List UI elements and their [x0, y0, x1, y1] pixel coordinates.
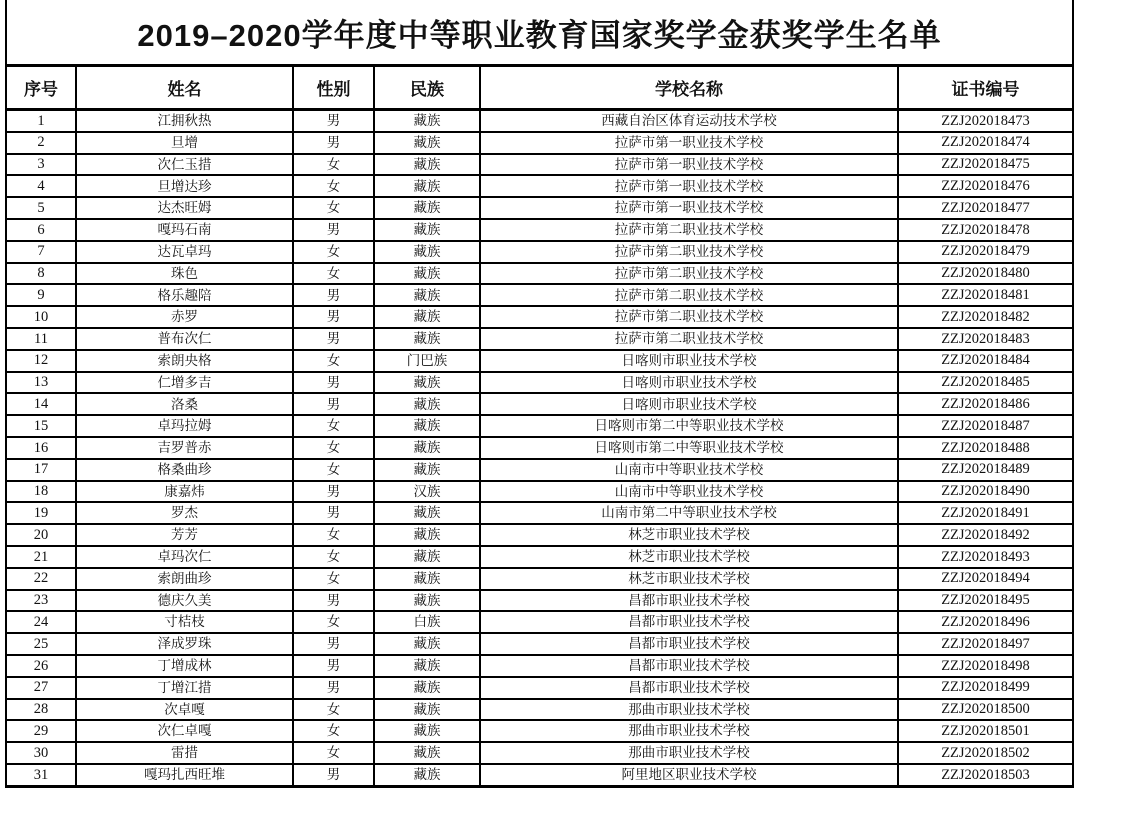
cell-school: 林芝市职业技术学校: [480, 524, 898, 546]
cell-gender: 女: [293, 568, 374, 590]
cell-ethnicity: 藏族: [374, 306, 480, 328]
cell-ethnicity: 藏族: [374, 633, 480, 655]
cell-school: 拉萨市第一职业技术学校: [480, 132, 898, 154]
cell-school: 拉萨市第二职业技术学校: [480, 219, 898, 241]
table-row: [6, 590, 1073, 612]
table-row: [6, 284, 1073, 306]
table-row: [6, 524, 1073, 546]
cell-name: 嘎玛石南: [76, 219, 293, 241]
table-row: [6, 110, 1073, 132]
cell-certificate: ZZJ202018492: [898, 524, 1073, 546]
cell-school: 山南市中等职业技术学校: [480, 459, 898, 481]
table-row: [6, 742, 1073, 764]
cell-certificate: ZZJ202018479: [898, 241, 1073, 263]
cell-gender: 男: [293, 764, 374, 786]
cell-index: 29: [6, 720, 76, 742]
cell-gender: 女: [293, 350, 374, 372]
cell-certificate: ZZJ202018497: [898, 633, 1073, 655]
cell-index: 31: [6, 764, 76, 786]
cell-index: 30: [6, 742, 76, 764]
cell-school: 日喀则市职业技术学校: [480, 393, 898, 415]
scholarship-table: [5, 0, 1074, 788]
table-header-row: [6, 66, 1073, 110]
cell-school: 昌都市职业技术学校: [480, 611, 898, 633]
cell-ethnicity: 藏族: [374, 459, 480, 481]
table-row: [6, 219, 1073, 241]
cell-gender: 女: [293, 459, 374, 481]
cell-name: 仁增多吉: [76, 372, 293, 394]
table-row: [6, 197, 1073, 219]
cell-index: 3: [6, 154, 76, 176]
table-row: [6, 546, 1073, 568]
cell-ethnicity: 藏族: [374, 546, 480, 568]
cell-school: 拉萨市第一职业技术学校: [480, 197, 898, 219]
cell-gender: 男: [293, 372, 374, 394]
cell-index: 16: [6, 437, 76, 459]
table-row: [6, 437, 1073, 459]
cell-index: 23: [6, 590, 76, 612]
cell-index: 24: [6, 611, 76, 633]
cell-name: 卓玛拉姆: [76, 415, 293, 437]
cell-index: 28: [6, 699, 76, 721]
cell-index: 25: [6, 633, 76, 655]
cell-school: 拉萨市第二职业技术学校: [480, 328, 898, 350]
cell-ethnicity: 藏族: [374, 720, 480, 742]
cell-name: 洛桑: [76, 393, 293, 415]
cell-ethnicity: 藏族: [374, 524, 480, 546]
cell-school: 拉萨市第二职业技术学校: [480, 306, 898, 328]
cell-name: 索朗央格: [76, 350, 293, 372]
cell-gender: 男: [293, 219, 374, 241]
cell-certificate: ZZJ202018473: [898, 110, 1073, 132]
cell-index: 15: [6, 415, 76, 437]
cell-certificate: ZZJ202018478: [898, 219, 1073, 241]
page-title: 2019–2020学年度中等职业教育国家奖学金获奖学生名单: [6, 0, 1073, 66]
cell-school: 山南市第二中等职业技术学校: [480, 502, 898, 524]
table-row: [6, 720, 1073, 742]
cell-name: 丁增江措: [76, 677, 293, 699]
cell-certificate: ZZJ202018477: [898, 197, 1073, 219]
cell-certificate: ZZJ202018499: [898, 677, 1073, 699]
cell-gender: 女: [293, 154, 374, 176]
cell-gender: 男: [293, 502, 374, 524]
cell-name: 次仁玉措: [76, 154, 293, 176]
table-row: [6, 611, 1073, 633]
cell-name: 丁增成林: [76, 655, 293, 677]
cell-gender: 男: [293, 633, 374, 655]
cell-index: 19: [6, 502, 76, 524]
table-row: [6, 393, 1073, 415]
col-header-certificate: 证书编号: [898, 66, 1073, 110]
table-row: [6, 350, 1073, 372]
cell-name: 格桑曲珍: [76, 459, 293, 481]
cell-index: 8: [6, 263, 76, 285]
cell-gender: 男: [293, 590, 374, 612]
cell-gender: 男: [293, 110, 374, 132]
col-header-ethnicity: 民族: [374, 66, 480, 110]
table-row: [6, 132, 1073, 154]
cell-certificate: ZZJ202018493: [898, 546, 1073, 568]
cell-gender: 男: [293, 393, 374, 415]
cell-index: 22: [6, 568, 76, 590]
cell-index: 5: [6, 197, 76, 219]
cell-ethnicity: 藏族: [374, 219, 480, 241]
cell-certificate: ZZJ202018489: [898, 459, 1073, 481]
cell-certificate: ZZJ202018484: [898, 350, 1073, 372]
cell-certificate: ZZJ202018491: [898, 502, 1073, 524]
cell-gender: 女: [293, 415, 374, 437]
table-row: [6, 154, 1073, 176]
table-row: [6, 459, 1073, 481]
cell-ethnicity: 藏族: [374, 154, 480, 176]
cell-index: 26: [6, 655, 76, 677]
table-row: [6, 372, 1073, 394]
cell-school: 日喀则市第二中等职业技术学校: [480, 437, 898, 459]
cell-ethnicity: 白族: [374, 611, 480, 633]
cell-index: 1: [6, 110, 76, 132]
title-row: [6, 0, 1073, 66]
cell-ethnicity: 藏族: [374, 175, 480, 197]
cell-gender: 女: [293, 263, 374, 285]
cell-ethnicity: 藏族: [374, 742, 480, 764]
cell-school: 拉萨市第一职业技术学校: [480, 175, 898, 197]
cell-ethnicity: 藏族: [374, 437, 480, 459]
cell-school: 西藏自治区体育运动技术学校: [480, 110, 898, 132]
cell-certificate: ZZJ202018487: [898, 415, 1073, 437]
cell-ethnicity: 藏族: [374, 263, 480, 285]
cell-index: 27: [6, 677, 76, 699]
cell-certificate: ZZJ202018490: [898, 481, 1073, 503]
cell-gender: 女: [293, 611, 374, 633]
cell-name: 旦增达珍: [76, 175, 293, 197]
cell-certificate: ZZJ202018500: [898, 699, 1073, 721]
cell-name: 康嘉炜: [76, 481, 293, 503]
cell-certificate: ZZJ202018485: [898, 372, 1073, 394]
cell-index: 4: [6, 175, 76, 197]
cell-index: 2: [6, 132, 76, 154]
cell-ethnicity: 藏族: [374, 372, 480, 394]
cell-school: 阿里地区职业技术学校: [480, 764, 898, 786]
cell-school: 日喀则市第二中等职业技术学校: [480, 415, 898, 437]
cell-name: 赤罗: [76, 306, 293, 328]
cell-gender: 女: [293, 175, 374, 197]
cell-school: 昌都市职业技术学校: [480, 633, 898, 655]
cell-name: 卓玛次仁: [76, 546, 293, 568]
cell-school: 那曲市职业技术学校: [480, 742, 898, 764]
cell-school: 拉萨市第一职业技术学校: [480, 154, 898, 176]
cell-name: 普布次仁: [76, 328, 293, 350]
cell-ethnicity: 藏族: [374, 502, 480, 524]
cell-name: 次仁卓嘎: [76, 720, 293, 742]
table-row: [6, 677, 1073, 699]
table-row: [6, 568, 1073, 590]
cell-name: 珠色: [76, 263, 293, 285]
cell-index: 11: [6, 328, 76, 350]
cell-name: 罗杰: [76, 502, 293, 524]
cell-school: 昌都市职业技术学校: [480, 590, 898, 612]
cell-index: 17: [6, 459, 76, 481]
cell-certificate: ZZJ202018495: [898, 590, 1073, 612]
table-row: [6, 699, 1073, 721]
cell-gender: 女: [293, 699, 374, 721]
cell-ethnicity: 藏族: [374, 241, 480, 263]
cell-ethnicity: 藏族: [374, 415, 480, 437]
cell-name: 泽成罗珠: [76, 633, 293, 655]
cell-gender: 男: [293, 655, 374, 677]
cell-index: 10: [6, 306, 76, 328]
table-row: [6, 481, 1073, 503]
cell-certificate: ZZJ202018501: [898, 720, 1073, 742]
cell-certificate: ZZJ202018480: [898, 263, 1073, 285]
cell-gender: 男: [293, 306, 374, 328]
table-row: [6, 633, 1073, 655]
cell-ethnicity: 藏族: [374, 328, 480, 350]
cell-gender: 女: [293, 524, 374, 546]
cell-index: 21: [6, 546, 76, 568]
cell-certificate: ZZJ202018498: [898, 655, 1073, 677]
cell-certificate: ZZJ202018483: [898, 328, 1073, 350]
cell-ethnicity: 藏族: [374, 197, 480, 219]
cell-school: 昌都市职业技术学校: [480, 655, 898, 677]
col-header-name: 姓名: [76, 66, 293, 110]
cell-ethnicity: 藏族: [374, 655, 480, 677]
cell-certificate: ZZJ202018481: [898, 284, 1073, 306]
cell-certificate: ZZJ202018475: [898, 154, 1073, 176]
cell-gender: 男: [293, 132, 374, 154]
cell-gender: 男: [293, 328, 374, 350]
cell-certificate: ZZJ202018474: [898, 132, 1073, 154]
cell-ethnicity: 汉族: [374, 481, 480, 503]
cell-name: 达杰旺姆: [76, 197, 293, 219]
cell-gender: 男: [293, 481, 374, 503]
cell-name: 雷措: [76, 742, 293, 764]
cell-school: 林芝市职业技术学校: [480, 546, 898, 568]
cell-ethnicity: 藏族: [374, 590, 480, 612]
table-row: [6, 655, 1073, 677]
cell-name: 德庆久美: [76, 590, 293, 612]
cell-gender: 女: [293, 546, 374, 568]
table-row: [6, 263, 1073, 285]
cell-gender: 女: [293, 720, 374, 742]
cell-school: 昌都市职业技术学校: [480, 677, 898, 699]
cell-name: 次卓嘎: [76, 699, 293, 721]
cell-index: 20: [6, 524, 76, 546]
cell-ethnicity: 藏族: [374, 393, 480, 415]
cell-gender: 男: [293, 284, 374, 306]
cell-school: 那曲市职业技术学校: [480, 699, 898, 721]
table-row: [6, 328, 1073, 350]
table-row: [6, 306, 1073, 328]
cell-school: 那曲市职业技术学校: [480, 720, 898, 742]
cell-school: 日喀则市职业技术学校: [480, 372, 898, 394]
cell-ethnicity: 藏族: [374, 284, 480, 306]
cell-school: 山南市中等职业技术学校: [480, 481, 898, 503]
table-row: [6, 764, 1073, 786]
cell-index: 14: [6, 393, 76, 415]
cell-name: 嘎玛扎西旺堆: [76, 764, 293, 786]
cell-ethnicity: 藏族: [374, 132, 480, 154]
cell-gender: 女: [293, 241, 374, 263]
table-row: [6, 415, 1073, 437]
col-header-school: 学校名称: [480, 66, 898, 110]
cell-index: 9: [6, 284, 76, 306]
cell-index: 13: [6, 372, 76, 394]
cell-ethnicity: 藏族: [374, 677, 480, 699]
cell-school: 拉萨市第二职业技术学校: [480, 284, 898, 306]
cell-certificate: ZZJ202018482: [898, 306, 1073, 328]
cell-certificate: ZZJ202018494: [898, 568, 1073, 590]
col-header-gender: 性别: [293, 66, 374, 110]
cell-name: 芳芳: [76, 524, 293, 546]
cell-certificate: ZZJ202018502: [898, 742, 1073, 764]
cell-index: 6: [6, 219, 76, 241]
cell-certificate: ZZJ202018486: [898, 393, 1073, 415]
table-row: [6, 502, 1073, 524]
col-header-index: 序号: [6, 66, 76, 110]
cell-name: 江拥秋热: [76, 110, 293, 132]
table-body: [6, 110, 1073, 787]
cell-name: 吉罗普赤: [76, 437, 293, 459]
cell-gender: 男: [293, 677, 374, 699]
cell-name: 达瓦卓玛: [76, 241, 293, 263]
cell-ethnicity: 门巴族: [374, 350, 480, 372]
cell-ethnicity: 藏族: [374, 699, 480, 721]
cell-school: 林芝市职业技术学校: [480, 568, 898, 590]
cell-certificate: ZZJ202018503: [898, 764, 1073, 786]
table-row: [6, 175, 1073, 197]
cell-index: 18: [6, 481, 76, 503]
cell-school: 日喀则市职业技术学校: [480, 350, 898, 372]
cell-gender: 女: [293, 197, 374, 219]
cell-name: 寸桔枝: [76, 611, 293, 633]
cell-ethnicity: 藏族: [374, 110, 480, 132]
cell-gender: 女: [293, 742, 374, 764]
cell-ethnicity: 藏族: [374, 764, 480, 786]
cell-ethnicity: 藏族: [374, 568, 480, 590]
cell-name: 索朗曲珍: [76, 568, 293, 590]
cell-index: 7: [6, 241, 76, 263]
cell-school: 拉萨市第二职业技术学校: [480, 263, 898, 285]
cell-certificate: ZZJ202018476: [898, 175, 1073, 197]
cell-index: 12: [6, 350, 76, 372]
table-row: [6, 241, 1073, 263]
cell-certificate: ZZJ202018488: [898, 437, 1073, 459]
cell-certificate: ZZJ202018496: [898, 611, 1073, 633]
cell-name: 格乐趣陪: [76, 284, 293, 306]
cell-school: 拉萨市第二职业技术学校: [480, 241, 898, 263]
cell-gender: 女: [293, 437, 374, 459]
cell-name: 旦增: [76, 132, 293, 154]
